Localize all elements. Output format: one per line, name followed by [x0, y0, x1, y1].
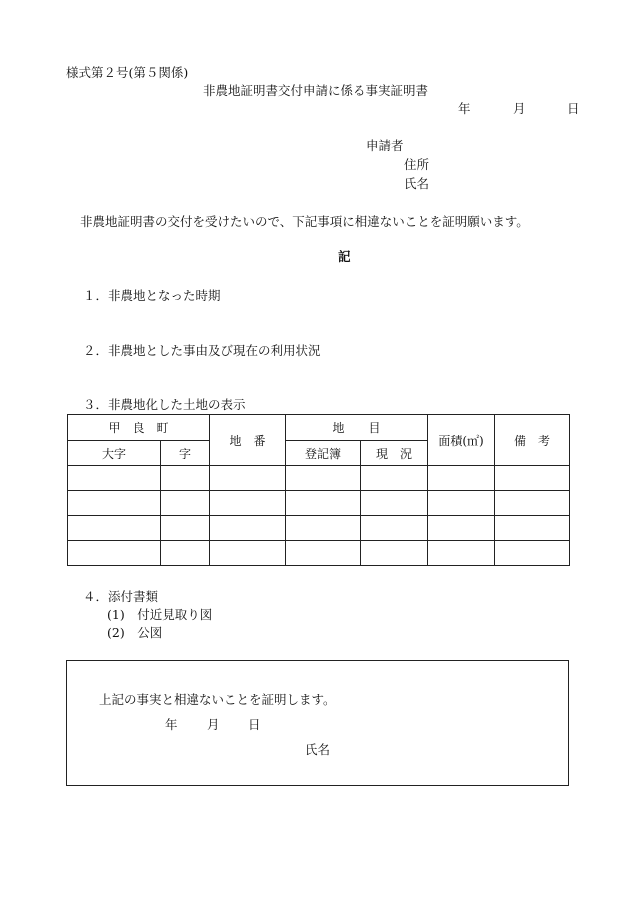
request-statement: 非農地証明書の交付を受けたいので、下記事項に相違ないことを証明願います。	[80, 214, 529, 229]
form-number: 様式第２号(第５関係)	[66, 65, 189, 80]
table-cell[interactable]	[286, 466, 361, 491]
table-cell[interactable]	[495, 466, 570, 491]
header-area: 面積(㎡)	[428, 415, 495, 466]
applicant-address-label: 住所	[404, 157, 430, 172]
table-row	[68, 541, 570, 566]
table-cell[interactable]	[286, 491, 361, 516]
table-cell[interactable]	[68, 466, 161, 491]
header-biko: 備 考	[495, 415, 570, 466]
certification-box	[66, 660, 569, 786]
header-aza: 字	[161, 441, 210, 466]
cert-date-day: 日	[248, 717, 261, 732]
date-month: 月	[513, 101, 526, 116]
table-cell[interactable]	[428, 541, 495, 566]
table-cell[interactable]	[495, 491, 570, 516]
table-cell[interactable]	[361, 541, 428, 566]
table-cell[interactable]	[428, 516, 495, 541]
header-genkyo: 現 況	[361, 441, 428, 466]
header-chiban: 地 番	[210, 415, 286, 466]
applicant-label: 申請者	[366, 138, 404, 153]
item-4: ４．添付書類	[83, 589, 159, 604]
table-cell[interactable]	[68, 516, 161, 541]
applicant-name-label: 氏名	[404, 176, 430, 191]
cert-date-year: 年	[165, 717, 178, 732]
cert-date-month: 月	[207, 717, 220, 732]
table-cell[interactable]	[495, 516, 570, 541]
ki-heading: 記	[338, 249, 351, 264]
table-cell[interactable]	[361, 516, 428, 541]
date-year: 年	[458, 101, 471, 116]
table-cell[interactable]	[161, 541, 210, 566]
table-cell[interactable]	[210, 491, 286, 516]
date-day: 日	[567, 101, 580, 116]
table-cell[interactable]	[210, 466, 286, 491]
attachment-2: (2) 公図	[107, 625, 163, 640]
table-cell[interactable]	[428, 466, 495, 491]
table-cell[interactable]	[495, 541, 570, 566]
table-cell[interactable]	[286, 516, 361, 541]
table-cell[interactable]	[161, 466, 210, 491]
attachment-1: (1) 付近見取り図	[107, 607, 213, 622]
table-row	[68, 466, 570, 491]
header-chimoku: 地 目	[286, 415, 428, 441]
table-cell[interactable]	[161, 491, 210, 516]
item-3: ３．非農地化した土地の表示	[83, 397, 246, 412]
table-row	[68, 516, 570, 541]
table-cell[interactable]	[68, 541, 161, 566]
table-cell[interactable]	[161, 516, 210, 541]
table-cell[interactable]	[210, 541, 286, 566]
certification-text: 上記の事実と相違ないことを証明します。	[99, 692, 336, 707]
table-cell[interactable]	[68, 491, 161, 516]
document-title: 非農地証明書交付申請に係る事実証明書	[203, 83, 429, 98]
land-table	[67, 414, 570, 566]
header-touki: 登記簿	[286, 441, 361, 466]
item-2: ２．非農地とした事由及び現在の利用状況	[83, 343, 321, 358]
table-cell[interactable]	[361, 466, 428, 491]
table-cell[interactable]	[361, 491, 428, 516]
table-cell[interactable]	[428, 491, 495, 516]
cert-name-label: 氏名	[305, 742, 331, 757]
table-cell[interactable]	[210, 516, 286, 541]
header-ooaza: 大字	[68, 441, 161, 466]
table-cell[interactable]	[286, 541, 361, 566]
item-1: １．非農地となった時期	[83, 288, 221, 303]
table-row	[68, 491, 570, 516]
header-kora-town: 甲 良 町	[68, 415, 210, 441]
